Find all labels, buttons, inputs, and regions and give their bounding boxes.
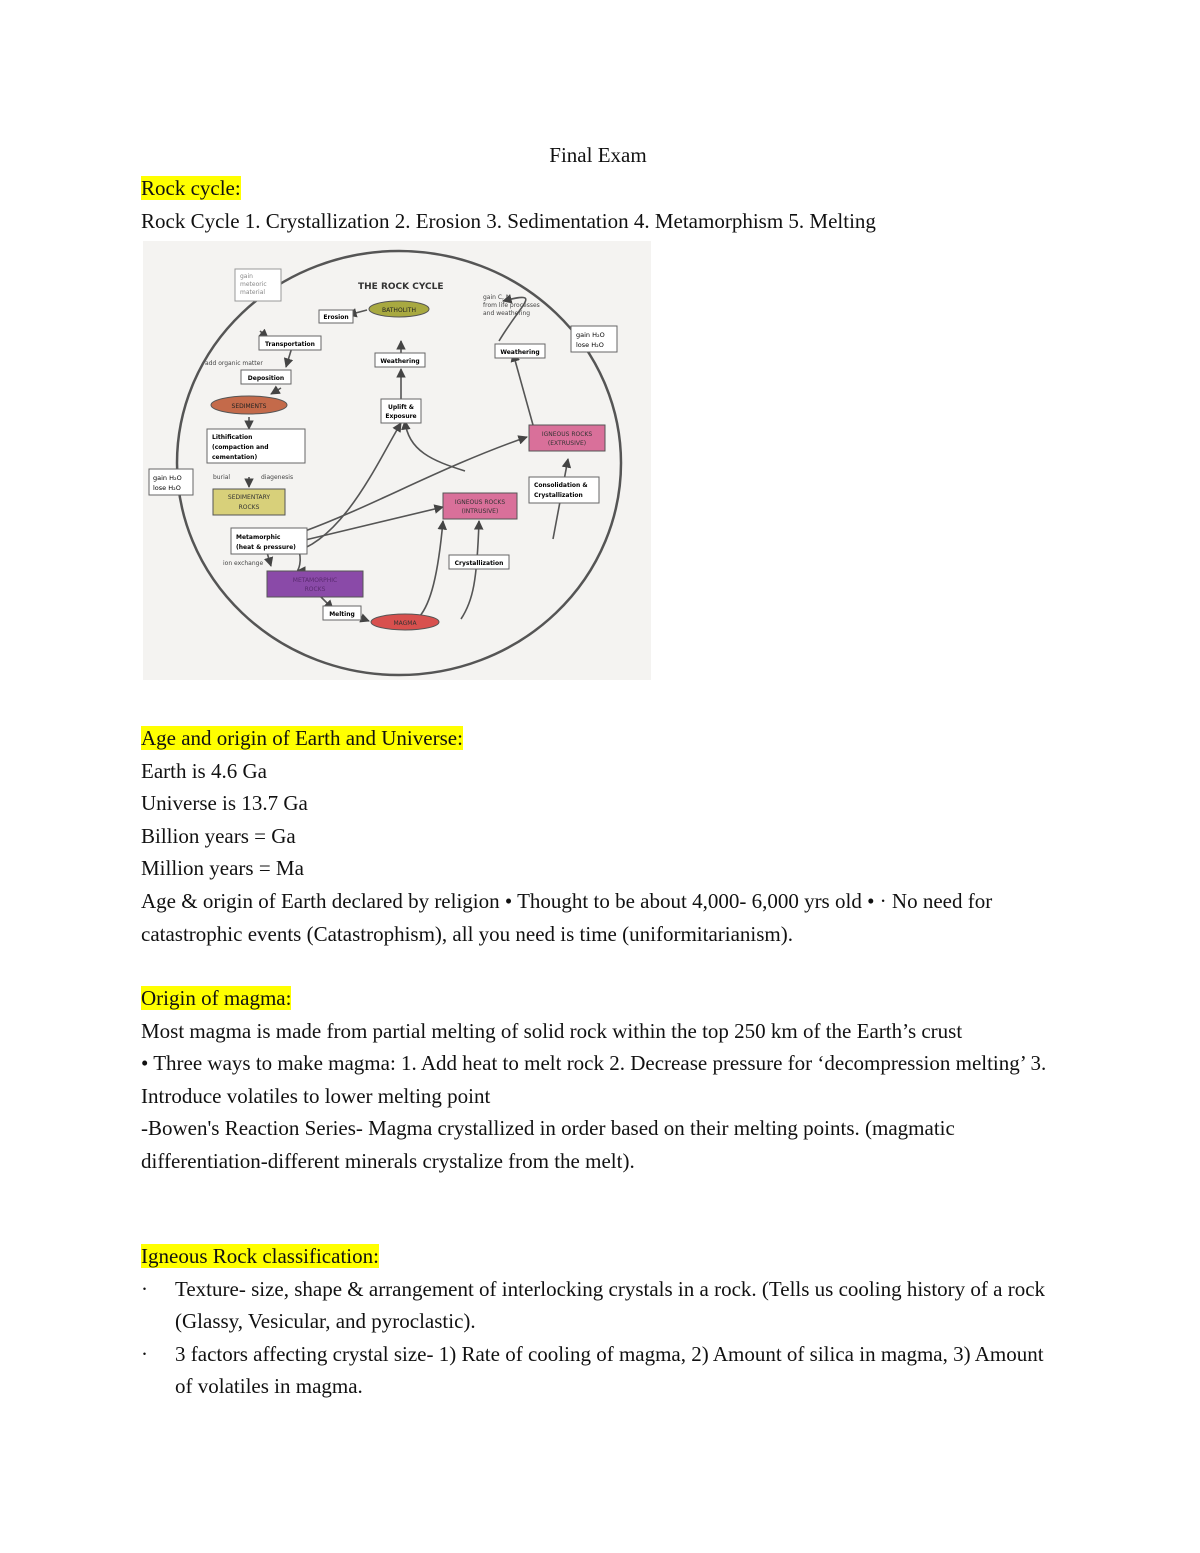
svg-text:BATHOLITH: BATHOLITH — [382, 307, 416, 314]
svg-text:Weathering: Weathering — [500, 349, 540, 356]
page-title: Final Exam — [549, 143, 647, 167]
svg-text:IGNEOUS ROCKS(INTRUSIVE): IGNEOUS ROCKS (INTRUSIVE) — [454, 499, 506, 515]
igneous-heading: Igneous Rock classification: — [141, 1244, 379, 1268]
magma-heading: Origin of magma: — [141, 986, 292, 1010]
svg-text:IGNEOUS ROCKS(EXTRUSIVE): IGNEOUS ROCKS (EXTRUSIVE) — [541, 431, 593, 447]
svg-text:Erosion: Erosion — [323, 314, 349, 321]
age-line-5: Age & origin of Earth declared by religion • Thought to be about 4,000- 6,000 yrs old • · No need for catastrophic events (Catastrophism), all you need is time (uniformitarianism). — [141, 888, 993, 946]
svg-text:ion exchange: ion exchange — [223, 560, 264, 567]
svg-text:gainmeteoricmaterial: gain meteoric material — [240, 273, 267, 296]
svg-text:add organic matter: add organic matter — [205, 360, 263, 367]
svg-text:Metamorphic(heat & pressure): Metamorphic (heat & pressure) — [236, 534, 296, 551]
svg-text:gain H₂Olose H₂O: gain H₂O lose H₂O — [576, 331, 605, 349]
svg-text:Uplift &Exposure: Uplift & Exposure — [385, 404, 417, 420]
magma-section — [141, 982, 1061, 1178]
rock-cycle-heading: Rock cycle: — [141, 176, 241, 200]
svg-text:diagenesis: diagenesis — [261, 474, 294, 481]
igneous-bullet-2: · 3 factors affecting crystal size- 1) Rate of cooling of magma, 2) Amount of silica in magma, 3) Amount of volatiles in magma. — [141, 1338, 1061, 1403]
magma-line-2: • Three ways to make magma: 1. Add heat to melt rock 2. Decrease pressure for ‘decompression melting’ 3. Introduce volatiles to lower melting point — [141, 1051, 1047, 1108]
bullet-glyph: · — [141, 1276, 148, 1301]
age-section — [141, 722, 1061, 950]
sedimentary-rocks-box — [213, 489, 285, 515]
metamorphic-rocks-box — [267, 571, 363, 597]
rock-cycle-diagram — [143, 241, 651, 680]
svg-text:SEDIMENTARYROCKS: SEDIMENTARY ROCKS — [227, 494, 271, 511]
age-line-2: Universe is 13.7 Ga — [141, 791, 308, 816]
svg-text:SEDIMENTS: SEDIMENTS — [231, 403, 267, 410]
svg-text:Weathering: Weathering — [380, 358, 420, 365]
age-heading: Age and origin of Earth and Universe: — [141, 726, 463, 750]
age-line-1: Earth is 4.6 Ga — [141, 758, 267, 783]
rock-cycle-steps: Rock Cycle 1. Crystallization 2. Erosion 3. Sedimentation 4. Metamorphism 5. Melting — [141, 208, 876, 233]
svg-text:Lithification(compaction andce: Lithification (compaction and cementation) — [212, 434, 269, 461]
igneous-extrusive-box — [529, 425, 605, 451]
svg-text:Transportation: Transportation — [265, 341, 315, 348]
rock-cycle-section — [141, 172, 1061, 237]
magma-line-3: -Bowen's Reaction Series- Magma crystallized in order based on their melting points. (magmatic differentiation-different minerals crystalize from the melt). — [141, 1116, 955, 1173]
diagram-title: THE ROCK CYCLE — [358, 282, 444, 292]
igneous-bullet-1: · Texture- size, shape & arrangement of interlocking crystals in a rock. (Tells us cooling history of a rock (Glassy, Vesicular, and pyroclastic). — [141, 1273, 1061, 1338]
magma-line-1: Most magma is made from partial melting of solid rock within the top 250 km of the Earth’s crust — [141, 1018, 963, 1043]
svg-text:Deposition: Deposition — [247, 375, 285, 382]
svg-text:burial: burial — [213, 474, 231, 481]
igneous-section — [141, 1240, 1061, 1403]
svg-text:Consolidation &Crystallization: Consolidation & Crystallization — [534, 482, 588, 499]
igneous-intrusive-box — [443, 493, 517, 519]
svg-text:METAMORPHICROCKS: METAMORPHIC ROCKS — [292, 577, 338, 593]
age-line-4: Million years = Ma — [141, 856, 304, 881]
svg-text:MAGMA: MAGMA — [393, 620, 417, 627]
svg-text:gain C, Nfrom life processesan: gain C, N from life processes and weathering — [483, 294, 540, 317]
bullet-glyph: · — [141, 1341, 148, 1366]
svg-text:gain H₂Olose H₂O: gain H₂O lose H₂O — [153, 474, 182, 492]
consolidation-box — [529, 477, 599, 503]
age-line-3: Billion years = Ga — [141, 823, 296, 848]
svg-text:Crystallization: Crystallization — [454, 560, 504, 567]
svg-text:Melting: Melting — [329, 611, 355, 618]
